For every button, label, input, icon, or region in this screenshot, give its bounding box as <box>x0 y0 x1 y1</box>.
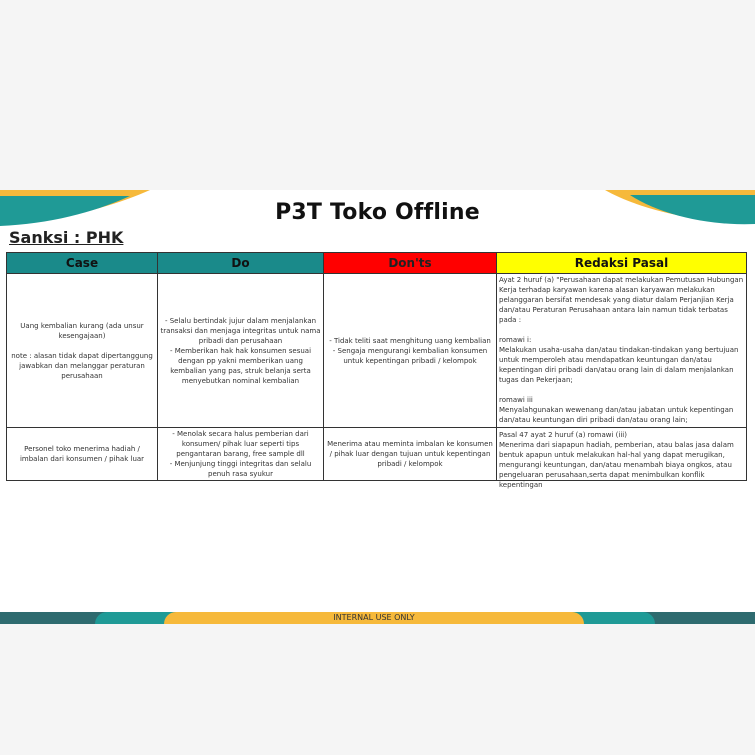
cell-text: - Selalu bertindak jujur dalam menjalankan transaksi dan menjaga integritas untuk nama pribadi dan perusahaan <box>160 316 321 345</box>
table-row <box>7 428 747 481</box>
cell-text: Menyalahgunakan wewenang dan/atau jabatan untuk kepentingan dan/atau keuntungan diri pribadi dan/atau orang lain; <box>499 406 734 424</box>
do-cell <box>158 428 324 481</box>
table-header-row <box>7 253 747 274</box>
cell-text: Personel toko menerima hadiah / imbalan dari konsumen / pihak luar <box>19 445 145 463</box>
spacer <box>499 325 744 335</box>
footer-label: INTERNAL USE ONLY <box>164 612 584 624</box>
header-do: Do <box>158 253 324 274</box>
donts-cell <box>324 274 497 428</box>
spacer <box>499 385 744 395</box>
cell-text: - Menjunjung tinggi integritas dan selalu penuh rasa syukur <box>169 460 312 478</box>
slide <box>0 190 755 624</box>
cell-text: Pasal 47 ayat 2 huruf (a) romawi (iii) <box>499 431 627 439</box>
footer-accent-left <box>95 612 175 624</box>
cell-text: Melakukan usaha-usaha dan/atau tindakan-tindakan yang bertujuan untuk memperoleh atau mendapatkan keuntungan dan/atau kepentingan diri pribadi dan/atau orang lain di dalam menjalankan tugas dan Pekerjaan; <box>499 346 739 384</box>
cell-text: Uang kembalian kurang (ada unsur kesengajaan) <box>20 321 144 340</box>
spacer <box>9 341 155 351</box>
header-case: Case <box>7 253 158 274</box>
header-donts: Don'ts <box>324 253 497 274</box>
cell-text: Ayat 2 huruf (a) "Perusahaan dapat melakukan Pemutusan Hubungan Kerja terhadap karyawan karena alasan karyawan melakukan pelanggaran bersifat mendesak yang diatur dalam Perjanjian Kerja dan/atau Peraturan Perusahaan antara lain namun tidak terbatas pada : <box>499 276 744 324</box>
cell-text: - Menolak secara halus pemberian dari konsumen/ pihak luar seperti tips pengantaran barang, free sample dll <box>172 430 309 458</box>
sanction-table <box>6 252 747 489</box>
cell-text: - Sengaja mengurangi kembalian konsumen untuk kepentingan pribadi / kelompok <box>332 346 488 365</box>
cell-text: Menerima atau meminta imbalan ke konsumen / pihak luar dengan tujuan untuk kepentingan pribadi / kelompok <box>327 440 493 468</box>
cell-text: - Tidak teliti saat menghitung uang kembalian <box>329 336 491 345</box>
page-title: P3T Toko Offline <box>275 200 480 225</box>
redaksi-cell <box>497 428 747 489</box>
do-cell <box>158 274 324 428</box>
section-subtitle: Sanksi : PHK <box>9 228 124 247</box>
case-cell <box>7 274 158 428</box>
cell-text: Menerima dari siapapun hadiah, pemberian, atau balas jasa dalam bentuk apapun untuk melakukan hal-hal yang dapat merugikan, mengurangi keuntungan, dan/atau menambah biaya ongkos, atau pengeluaran perusahaan,serta dapat menimbulkan konflik kepentingan <box>499 441 734 489</box>
cell-text: romawi iii <box>499 396 533 404</box>
cell-text: note : alasan tidak dapat dipertanggung jawabkan dan melanggar peraturan perusahaan <box>11 351 153 380</box>
cell-text: romawi i: <box>499 336 532 344</box>
header-redaksi-pasal: Redaksi Pasal <box>497 253 747 274</box>
case-cell <box>7 428 158 481</box>
redaksi-cell <box>497 274 747 428</box>
table-row <box>7 274 747 428</box>
cell-text: - Memberikan hak hak konsumen sesuai dengan pp yakni memberikan uang kembalian yang pas, struk belanja serta menyebutkan nominal kembalian <box>169 346 312 385</box>
donts-cell <box>324 428 497 481</box>
